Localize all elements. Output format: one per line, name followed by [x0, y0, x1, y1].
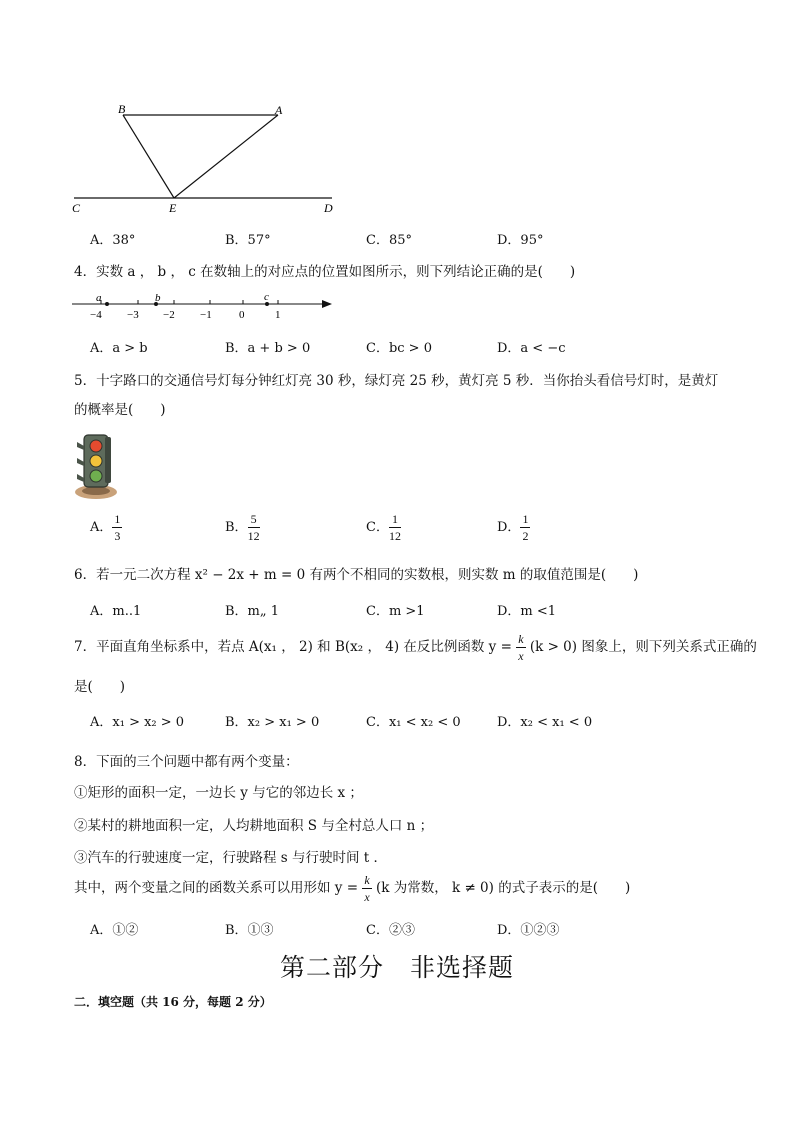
q5-option-c[interactable]: C． $\frac{1}{12}$	[366, 512, 401, 543]
q3-option-c[interactable]: C．85°	[366, 233, 412, 248]
q8-option-c[interactable]: C．②③	[366, 923, 415, 938]
tick-label: −3	[127, 309, 139, 321]
q8-item-3: ③汽车的行驶速度一定，行驶路程 s 与行驶时间 t ．	[74, 850, 388, 866]
tick-label: 1	[275, 309, 281, 321]
q6-option-b[interactable]: B．m„ 1	[225, 604, 280, 619]
q7-option-c[interactable]: C．x₁ < x₂ < 0	[366, 715, 461, 730]
q6-option-c[interactable]: C．m >1	[366, 604, 425, 619]
point-a	[105, 302, 109, 306]
geometry-figure	[60, 95, 360, 220]
label-point-c: c	[264, 291, 269, 303]
number-line	[70, 290, 340, 322]
q7-option-b[interactable]: B．x₂ > x₁ > 0	[225, 715, 320, 730]
section2-heading: 二．填空题（共 16 分，每题 2 分）	[74, 995, 272, 1009]
arrow-icon	[322, 300, 332, 308]
tick-label: −1	[200, 309, 212, 321]
q4-option-a[interactable]: A．a > b	[90, 341, 148, 356]
q3-option-d[interactable]: D．95°	[497, 233, 544, 248]
q8-item-1: ①矩形的面积一定，一边长 y 与它的邻边长 x ；	[74, 785, 363, 801]
q5-stem-line1: 5．十字路口的交通信号灯每分钟红灯亮 30 秒，绿灯亮 25 秒，黄灯亮 5 秒．当你抬头看信号灯时，是黄灯	[74, 373, 719, 389]
q5-option-b[interactable]: B． $\frac{5}{12}$	[225, 512, 260, 543]
part2-title: 第二部分 非选择题	[279, 953, 514, 982]
label-point-a: a	[96, 292, 102, 304]
q5-option-d[interactable]: D． $\frac{1}{2}$	[497, 512, 529, 543]
label-a: A	[275, 103, 283, 117]
label-point-b: b	[155, 292, 161, 304]
segment-be	[123, 115, 174, 198]
q3-option-b[interactable]: B．57°	[225, 233, 271, 248]
segment-ae	[174, 115, 278, 198]
q3-option-a[interactable]: A．38°	[90, 233, 136, 248]
tick-label: 0	[239, 309, 245, 321]
q8-option-b[interactable]: B．①③	[225, 923, 274, 938]
label-b: B	[118, 102, 126, 116]
label-c: C	[72, 201, 81, 215]
q5-stem-line2: 的概率是( )	[74, 402, 166, 418]
q4-stem: 4．实数 a ， b ， c 在数轴上的对应点的位置如图所示，则下列结论正确的是( )	[74, 264, 576, 280]
q7-option-d[interactable]: D．x₂ < x₁ < 0	[497, 715, 593, 730]
tick-label: −2	[163, 309, 175, 321]
q6-stem: 6．若一元二次方程 x² − 2x + m = 0 有两个不相同的实数根，则实数 m 的取值范围是( )	[74, 567, 639, 583]
q6-option-a[interactable]: A．m..1	[90, 604, 142, 619]
q8-item-2: ②某村的耕地面积一定，人均耕地面积 S 与全村总人口 n ；	[74, 818, 434, 834]
q8-stem: 8．下面的三个问题中都有两个变量：	[74, 754, 299, 770]
tick-label: −4	[90, 309, 102, 321]
label-d: D	[324, 201, 333, 215]
q4-option-c[interactable]: C．bc > 0	[366, 341, 432, 356]
q5-option-a[interactable]: A． $\frac{1}{3}$	[90, 512, 121, 543]
q8-conclusion: 其中，两个变量之间的函数关系可以用形如 y = $\frac{k}{x}$ (k 为常数， k ≠ 0) 的式子表示的是( )	[74, 873, 631, 904]
q8-option-a[interactable]: A．①②	[90, 923, 139, 938]
q7-option-a[interactable]: A．x₁ > x₂ > 0	[90, 715, 185, 730]
q7-stem-line2: 是( )	[74, 679, 126, 695]
traffic-light-icon	[72, 432, 120, 500]
q7-stem: 7．平面直角坐标系中，若点 A(x₁ ， 2) 和 B(x₂ ， 4) 在反比例函数 y = $\frac{k}{x}$ (k > 0) 图象上，则下列关系式正确的	[74, 632, 757, 663]
q4-option-d[interactable]: D．a < −c	[497, 341, 566, 356]
label-e: E	[169, 201, 177, 215]
q4-option-b[interactable]: B．a + b > 0	[225, 341, 311, 356]
q6-option-d[interactable]: D．m <1	[497, 604, 557, 619]
q8-option-d[interactable]: D．①②③	[497, 923, 560, 938]
